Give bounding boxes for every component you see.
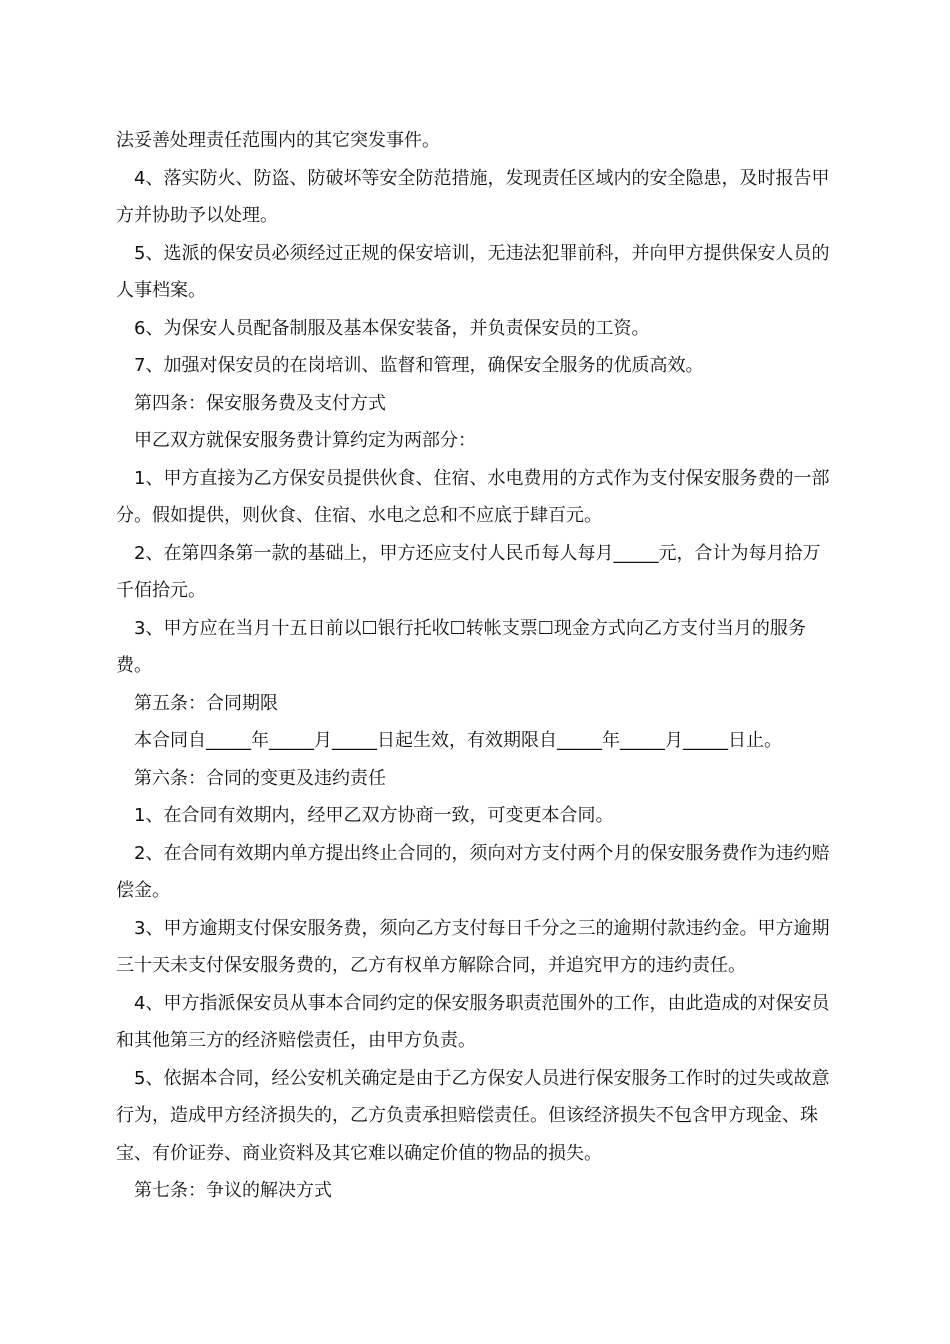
article-7-heading: 第七条：争议的解决方式 — [134, 1180, 332, 1201]
article-5-heading: 第五条：合同期限 — [134, 692, 278, 714]
clause-item-5: 5、选派的保安员必须经过正规的保安培训，无违法犯罪前科，并向甲方提供保安人员的人事档案。 — [116, 242, 830, 301]
article-6-item-3: 3、甲方逾期支付保安服务费，须向乙方支付每日千分之三的逾期付款违约金。甲方逾期三十天未支付保安服务费的，乙方有权单方解除合同，并追究甲方的违约责任。 — [116, 917, 830, 976]
article-6-item-4: 4、甲方指派保安员从事本合同约定的保安服务职责范围外的工作，由此造成的对保安员和其他第三方的经济赔偿责任，由甲方负责。 — [116, 992, 830, 1051]
document-body — [116, 122, 836, 1210]
clause-item-4: 4、落实防火、防盗、防破坏等安全防范措施，发现责任区域内的安全隐患，及时报告甲方并协助予以处理。 — [116, 167, 830, 226]
article-6-heading: 第六条：合同的变更及违约责任 — [134, 767, 386, 789]
paragraph-continuation: 法妥善处理责任范围内的其它突发事件。 — [116, 130, 440, 151]
article-4-intro: 甲乙双方就保安服务费计算约定为两部分： — [134, 430, 476, 451]
article-6-item-5: 5、依据本合同，经公安机关确定是由于乙方保安人员进行保安服务工作时的过失或故意行为，造成甲方经济损失的，乙方负责承担赔偿责任。但该经济损失不包含甲方现金、珠宝、有价证券、商业资料及其它难以确定价值的物品的损失。 — [116, 1067, 830, 1164]
clause-item-7: 7、加强对保安员的在岗培训、监督和管理，确保安全服务的优质高效。 — [134, 355, 704, 376]
article-5-term: 本合同自_____年_____月_____日起生效，有效期限自_____年_____月_____日止。 — [134, 730, 782, 751]
article-4-item-2: 2、在第四条第一款的基础上，甲方还应支付人民币每人每月_____元，合计为每月拾万千佰拾元。 — [116, 542, 821, 601]
article-4-item-3: 3、甲方应在当月十五日前以☐银行托收☐转帐支票☐现金方式向乙方支付当月的服务费。 — [116, 617, 806, 676]
article-4-item-1: 1、甲方直接为乙方保安员提供伙食、住宿、水电费用的方式作为支付保安服务费的一部分。假如提供，则伙食、住宿、水电之总和不应底于肆百元。 — [116, 467, 830, 526]
article-4-heading: 第四条：保安服务费及支付方式 — [134, 392, 386, 414]
article-6-item-1: 1、在合同有效期内，经甲乙双方协商一致，可变更本合同。 — [134, 805, 614, 826]
article-6-item-2: 2、在合同有效期内单方提出终止合同的，须向对方支付两个月的保安服务费作为违约赔偿金。 — [116, 842, 830, 901]
clause-item-6: 6、为保安人员配备制服及基本保安装备，并负责保安员的工资。 — [134, 317, 650, 339]
